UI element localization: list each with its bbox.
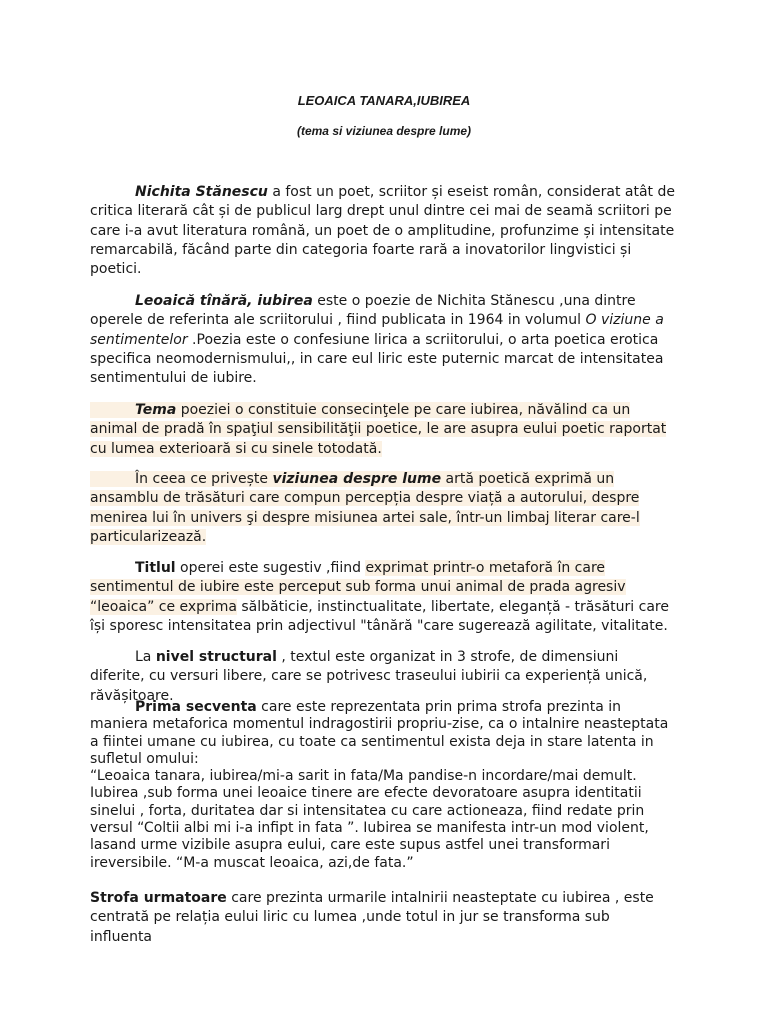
paragraph-text: artă poetică exprimă un ansamblu de trăsături care compun percepția despre viață a autorului, despre menirea lui în univers şi despre misiunea artei sale, într-un limbaj literar care-l particularizează. [90, 471, 640, 545]
paragraph-text: La [135, 649, 156, 665]
paragraph-text: poeziei o constituie consecinţele pe care iubirea, năvălind ca un animal de pradă în spaţiul sensibilităţii poetice, le are asupra eului poetic raportat cu lumea exterioară si cu sinele totodată. [90, 402, 667, 457]
volume-title: O viziune a sentimentelor [90, 312, 664, 348]
poem-title: Leoaică tînără, iubirea [135, 293, 313, 309]
paragraph-text: este o poezie de Nichita Stănescu ,una dintre operele de referinta ale scriitorului , fiind publicata in 1964 in volumul [90, 293, 636, 329]
viziune-label: viziunea despre lume [272, 471, 442, 487]
paragraph-structura [90, 648, 676, 706]
paragraph-prima-secventa [90, 699, 676, 872]
paragraph-text: În ceea ce privește [135, 471, 273, 487]
document-subtitle: (tema si viziunea despre lume) [296, 124, 472, 138]
paragraph-titlul [90, 559, 676, 636]
paragraph-poem-intro [90, 292, 676, 388]
paragraph-text: Iubirea ,sub forma unei leoaice tinere are efecte devoratoare asupra identitatii sinelui , forta, duritatea dar si intensitatea cu care actioneaza, fiind redate prin versul “Coltii albi mi i-a infipt in fata ”. Iubirea se manifesta intr-un mod violent, lasand urme vizibile asupra eului, care este supus astfel unei transformari ireversibile. “M-a muscat leoaica, azi,de fata.” [90, 785, 649, 871]
paragraph-strofa-urmatoare [90, 889, 676, 947]
paragraph-text-highlighted: exprimat printr-o metaforă în care sentimentul de iubire este perceput sub forma unui animal de prada agresiv “leoaica” ce exprima [90, 560, 626, 615]
prima-secventa-label: Prima secventa [135, 699, 257, 715]
paragraph-text: .Poezia este o confesiune lirica a scriitorului, o arta poetica erotica specifica neomodernismului,, in care eul liric este puternic marcat de intensitatea sentimentului de iubire. [90, 331, 664, 387]
poem-quote: “Leoaica tanara, iubirea/mi-a sarit in fata/Ma pandise-n incordare/mai demult. [90, 768, 637, 785]
paragraph-text: sălbăticie, instinctualitate, libertate, eleganță - trăsături care își sporesc intensitatea prin adjectivul "tânără "care sugerează agilitate, vitalitate. [90, 598, 669, 634]
titlul-label: Titlul [135, 560, 176, 576]
paragraph-tema [90, 401, 676, 459]
paragraph-text: , textul este organizat in 3 strofe, de dimensiuni diferite, cu versuri libere, care se potrivesc traseului iubirii ca experiență unică, răvășitoare. [90, 649, 648, 704]
document-title: LEOAICA TANARA,IUBIREA [297, 93, 471, 108]
paragraph-author [90, 183, 676, 279]
structura-label: nivel structural [155, 649, 277, 665]
paragraph-text: care prezinta urmarile intalnirii neasteptate cu iubirea , este centrată pe relația eului liric cu lumea ,unde totul in jur se transforma sub influenta [90, 890, 654, 945]
tema-label: Tema [135, 402, 177, 418]
paragraph-viziune [90, 470, 676, 547]
paragraph-text: operei este sugestiv ,fiind [175, 560, 366, 576]
paragraph-text: a fost un poet, scriitor și eseist român, considerat atât de critica literară cât și de publicul larg drept unul dintre cei mai de seamă scriitori pe care i-a avut literatura română, un poet de o amplitudine, profunzime și intensitate remarcabilă, făcând parte din categoria foarte rară a inovatorilor lingvistici și poetici. [90, 184, 675, 278]
author-name: Nichita Stănescu [135, 184, 268, 200]
strofa-urmatoare-label: Strofa urmatoare [90, 890, 227, 906]
paragraph-text: care este reprezentata prin prima strofa prezinta in maniera metaforica momentul indragostirii propriu-zise, ca o intalnire neasteptata a fiintei umane cu iubirea, cu toate ca sentimentul exista deja in stare latenta in sufletul omului: [90, 699, 669, 767]
